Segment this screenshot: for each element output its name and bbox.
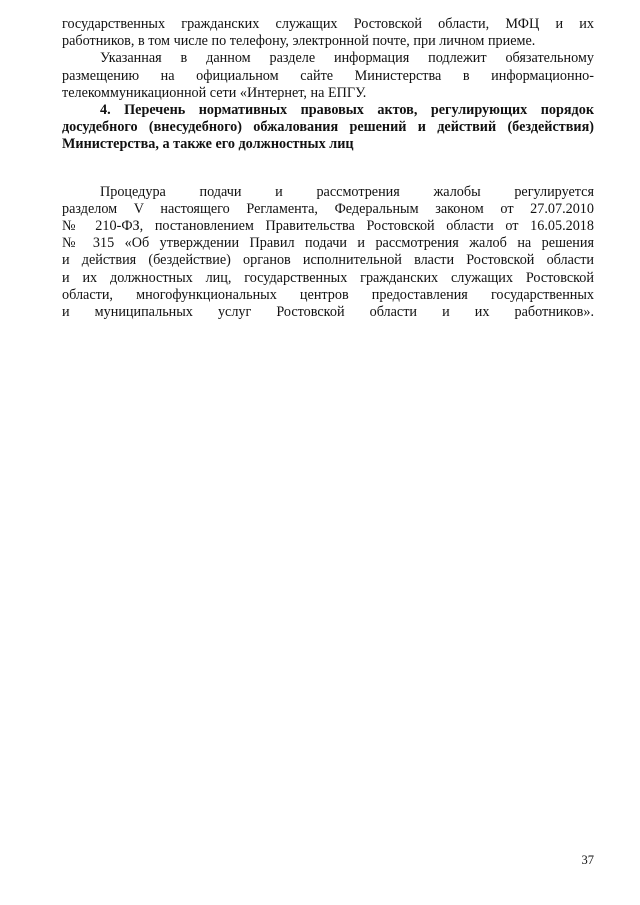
heading-line: Министерства, а также его должностных лиц xyxy=(62,136,354,153)
document-page xyxy=(62,16,594,321)
text-line: телекоммуникационной сети «Интернет, на ЕПГУ. xyxy=(62,84,367,101)
text-line: разделом V настоящего Регламента, Федеральным законом от 27.07.2010 xyxy=(62,200,594,217)
text-line: работников, в том числе по телефону, электронной почте, при личном приеме. xyxy=(62,33,536,50)
text-line: № 315 «Об утверждении Правил подачи и рассмотрения жалоб на решения xyxy=(62,235,594,252)
text-line: размещению на официальном сайте Министерства в информационно- xyxy=(62,67,594,84)
text-line: и действия (бездействие) органов исполнительной власти Ростовской области xyxy=(62,252,594,269)
heading-line: 4. Перечень нормативных правовых актов, регулирующих порядок xyxy=(100,102,594,119)
text-line: государственных гражданских служащих Ростовской области, МФЦ и их xyxy=(62,16,594,32)
text-line: Процедура подачи и рассмотрения жалобы регулируется xyxy=(100,183,594,200)
section-heading xyxy=(62,102,594,154)
page-number: 37 xyxy=(581,853,594,867)
heading-line: досудебного (внесудебного) обжалования решений и действий (бездействия) xyxy=(62,119,594,136)
procedure-paragraph xyxy=(62,184,594,322)
text-line: и их должностных лиц, государственных гражданских служащих Ростовской xyxy=(62,269,594,286)
text-line: № 210-ФЗ, постановлением Правительства Ростовской области от 16.05.2018 xyxy=(62,218,594,235)
info-paragraph xyxy=(62,50,594,102)
text-line: Указанная в данном разделе информация подлежит обязательному xyxy=(100,50,594,67)
spacer xyxy=(62,154,594,184)
text-line: и муниципальных услуг Ростовской области и их работников». xyxy=(62,304,594,321)
text-line: области, многофункциональных центров предоставления государственных xyxy=(62,286,594,303)
continuation-paragraph xyxy=(62,16,594,50)
